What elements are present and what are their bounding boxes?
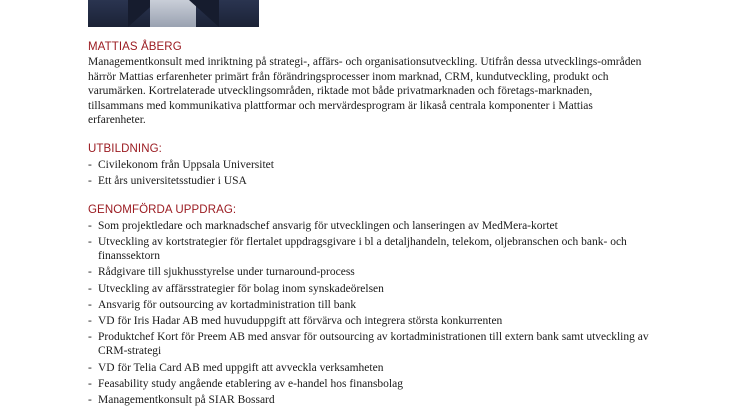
- list-item: - Rådgivare till sjukhusstyrelse under turnaround-process: [88, 265, 658, 280]
- education-section: [88, 142, 658, 189]
- list-item: - Feasability study angående etablering av e-handel hos finansbolag: [88, 377, 658, 392]
- list-item: - Managementkonsult på SIAR Bossard: [88, 393, 658, 408]
- list-item: - Ansvarig för outsourcing av kortadministration till bank: [88, 298, 658, 313]
- list-item: - VD för Telia Card AB med uppgift att avveckla verksamheten: [88, 361, 658, 376]
- list-item: - Civilekonom från Uppsala Universitet: [88, 158, 658, 173]
- education-heading: UTBILDNING:: [88, 142, 162, 155]
- list-item: - Ett års universitetsstudier i USA: [88, 174, 658, 189]
- document-body: [88, 40, 658, 409]
- list-item: - Produktchef Kort för Preem AB med ansvar för outsourcing av kortadministrationen till extern bank samt utveckling av CRM-strategi: [88, 330, 658, 359]
- assignments-section: [88, 203, 658, 408]
- list-item: - VD för Iris Hadar AB med huvuduppgift att förvärva och integrera största konkurrenten: [88, 314, 658, 329]
- portrait-photo: [88, 0, 259, 27]
- list-item: - Utveckling av affärsstrategier för bolag inom synskadeörelsen: [88, 282, 658, 297]
- assignments-heading: GENOMFÖRDA UPPDRAG:: [88, 203, 237, 216]
- person-name: MATTIAS ÅBERG: [88, 41, 182, 53]
- bio-paragraph: Managementkonsult med inriktning på strategi-, affärs- och organisationsutveckling. Utifrån dessa utvecklings-områden härrör Mattias erfarenheter primärt från förändringsprocesser inom marknad, CRM, kundutveckling, produkt och varumärken. Kortrelaterade utvecklingsområden, riktade mot både privatmarknaden och företags-marknaden, tillsammans med kommunikativa plattformar och mervärdesprogram är likaså centrala komponenter i Mattias erfarenheter.: [88, 56, 642, 127]
- assignments-list: [88, 219, 658, 408]
- jacket-lapel-right: [189, 0, 219, 27]
- list-item: - Utveckling av kortstrategier för flertalet uppdragsgivare i bl a detaljhandeln, telekom, oljebranschen och bank- och finanssektorn: [88, 235, 658, 264]
- education-list: [88, 158, 658, 189]
- list-item: - Som projektledare och marknadschef ansvarig för utvecklingen och lanseringen av MedMera-kortet: [88, 219, 658, 234]
